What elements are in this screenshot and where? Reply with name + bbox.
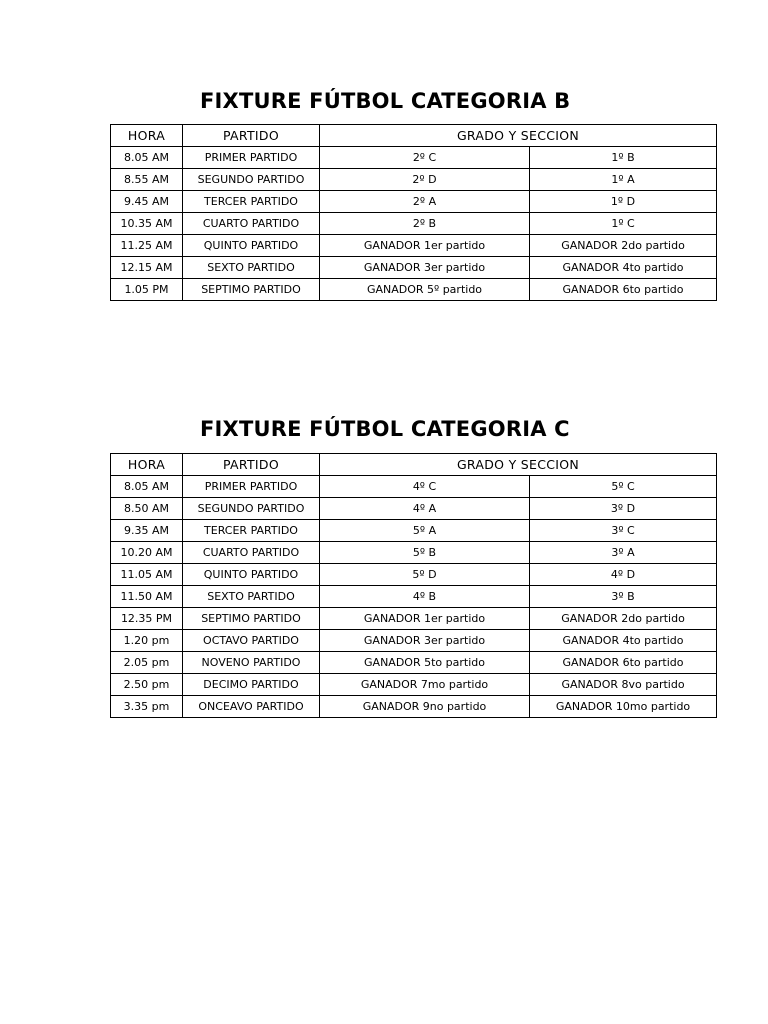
cell-partido: SEPTIMO PARTIDO (183, 279, 320, 301)
cell-partido: SEGUNDO PARTIDO (183, 169, 320, 191)
table-row (111, 191, 717, 213)
cell-equipo-2: 3º C (530, 520, 717, 542)
cell-hora: 12.35 PM (111, 608, 183, 630)
cell-partido: SEPTIMO PARTIDO (183, 608, 320, 630)
table-row (111, 498, 717, 520)
table-row (111, 542, 717, 564)
header-grado-seccion: GRADO Y SECCION (320, 454, 717, 476)
cell-hora: 12.15 AM (111, 257, 183, 279)
cell-hora: 11.25 AM (111, 235, 183, 257)
cell-partido: TERCER PARTIDO (183, 191, 320, 213)
cell-equipo-1: 5º A (320, 520, 530, 542)
cell-equipo-1: GANADOR 5º partido (320, 279, 530, 301)
cell-equipo-2: GANADOR 2do partido (530, 235, 717, 257)
cell-equipo-1: 2º B (320, 213, 530, 235)
cell-hora: 8.05 AM (111, 476, 183, 498)
cell-partido: SEXTO PARTIDO (183, 257, 320, 279)
table-row (111, 257, 717, 279)
cell-equipo-2: GANADOR 8vo partido (530, 674, 717, 696)
cell-equipo-1: 4º A (320, 498, 530, 520)
cell-equipo-1: GANADOR 1er partido (320, 608, 530, 630)
cell-equipo-2: 1º C (530, 213, 717, 235)
table-row (111, 169, 717, 191)
cell-hora: 9.45 AM (111, 191, 183, 213)
cell-partido: SEXTO PARTIDO (183, 586, 320, 608)
cell-equipo-2: GANADOR 4to partido (530, 257, 717, 279)
table-row (111, 279, 717, 301)
cell-hora: 3.35 pm (111, 696, 183, 718)
cell-equipo-2: 3º A (530, 542, 717, 564)
header-hora: HORA (111, 125, 183, 147)
cell-equipo-2: 1º D (530, 191, 717, 213)
fixture-title-categoria-c: FIXTURE FÚTBOL CATEGORIA C (200, 417, 570, 441)
cell-partido: QUINTO PARTIDO (183, 564, 320, 586)
cell-hora: 11.50 AM (111, 586, 183, 608)
cell-partido: CUARTO PARTIDO (183, 542, 320, 564)
header-partido: PARTIDO (183, 125, 320, 147)
cell-equipo-1: 4º C (320, 476, 530, 498)
cell-equipo-2: GANADOR 6to partido (530, 652, 717, 674)
table-row (111, 608, 717, 630)
cell-partido: PRIMER PARTIDO (183, 476, 320, 498)
cell-hora: 8.55 AM (111, 169, 183, 191)
cell-equipo-1: GANADOR 9no partido (320, 696, 530, 718)
cell-partido: NOVENO PARTIDO (183, 652, 320, 674)
cell-hora: 2.05 pm (111, 652, 183, 674)
fixture-table-categoria-b (110, 124, 717, 301)
cell-equipo-1: 2º A (320, 191, 530, 213)
cell-partido: DECIMO PARTIDO (183, 674, 320, 696)
cell-hora: 1.05 PM (111, 279, 183, 301)
cell-equipo-2: 3º D (530, 498, 717, 520)
fixture-title-categoria-b: FIXTURE FÚTBOL CATEGORIA B (200, 89, 571, 113)
cell-hora: 10.20 AM (111, 542, 183, 564)
table-row (111, 520, 717, 542)
cell-equipo-2: GANADOR 4to partido (530, 630, 717, 652)
header-partido: PARTIDO (183, 454, 320, 476)
table-row (111, 147, 717, 169)
cell-equipo-2: GANADOR 6to partido (530, 279, 717, 301)
table-row (111, 586, 717, 608)
cell-hora: 8.50 AM (111, 498, 183, 520)
cell-hora: 1.20 pm (111, 630, 183, 652)
table-row (111, 476, 717, 498)
cell-equipo-1: GANADOR 5to partido (320, 652, 530, 674)
cell-hora: 10.35 AM (111, 213, 183, 235)
cell-equipo-1: GANADOR 7mo partido (320, 674, 530, 696)
cell-hora: 2.50 pm (111, 674, 183, 696)
cell-equipo-1: GANADOR 3er partido (320, 630, 530, 652)
cell-equipo-2: GANADOR 10mo partido (530, 696, 717, 718)
table-row (111, 235, 717, 257)
cell-partido: ONCEAVO PARTIDO (183, 696, 320, 718)
cell-equipo-1: 2º D (320, 169, 530, 191)
cell-equipo-1: 4º B (320, 586, 530, 608)
cell-partido: TERCER PARTIDO (183, 520, 320, 542)
cell-equipo-2: 5º C (530, 476, 717, 498)
cell-partido: CUARTO PARTIDO (183, 213, 320, 235)
table-row (111, 652, 717, 674)
cell-hora: 11.05 AM (111, 564, 183, 586)
cell-hora: 8.05 AM (111, 147, 183, 169)
cell-equipo-1: 2º C (320, 147, 530, 169)
table-header-row (111, 125, 717, 147)
header-grado-seccion: GRADO Y SECCION (320, 125, 717, 147)
cell-partido: PRIMER PARTIDO (183, 147, 320, 169)
cell-partido: OCTAVO PARTIDO (183, 630, 320, 652)
table-row (111, 213, 717, 235)
table-row (111, 674, 717, 696)
cell-equipo-1: GANADOR 3er partido (320, 257, 530, 279)
cell-equipo-2: GANADOR 2do partido (530, 608, 717, 630)
cell-equipo-2: 1º B (530, 147, 717, 169)
table-header-row (111, 454, 717, 476)
header-hora: HORA (111, 454, 183, 476)
cell-equipo-2: 1º A (530, 169, 717, 191)
fixture-table-categoria-c (110, 453, 717, 718)
cell-equipo-2: 3º B (530, 586, 717, 608)
cell-equipo-1: 5º D (320, 564, 530, 586)
cell-equipo-1: GANADOR 1er partido (320, 235, 530, 257)
table-row (111, 696, 717, 718)
cell-partido: QUINTO PARTIDO (183, 235, 320, 257)
cell-equipo-2: 4º D (530, 564, 717, 586)
table-row (111, 564, 717, 586)
table-row (111, 630, 717, 652)
cell-equipo-1: 5º B (320, 542, 530, 564)
cell-hora: 9.35 AM (111, 520, 183, 542)
cell-partido: SEGUNDO PARTIDO (183, 498, 320, 520)
